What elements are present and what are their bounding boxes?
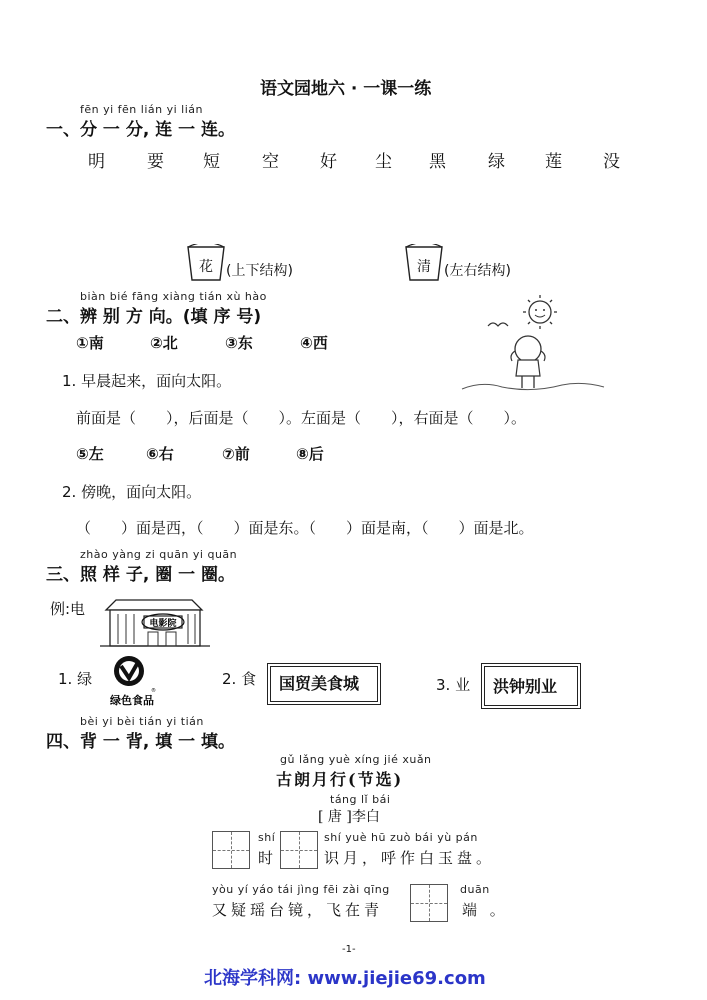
option-south: ①南 <box>76 334 104 352</box>
blank-box-3[interactable] <box>410 884 448 922</box>
option-right: ⑥右 <box>146 445 174 463</box>
option-front: ⑦前 <box>222 445 250 463</box>
line2-text: 又疑瑶台镜，飞在青 <box>212 901 384 919</box>
bucket-char: 花 <box>199 259 213 275</box>
bird-icon <box>488 323 508 326</box>
char-7[interactable]: 黑 <box>429 152 446 172</box>
sun-icon <box>523 295 557 329</box>
bucket-left-right[interactable] <box>404 244 444 282</box>
line1-pinyin-a: shí <box>258 831 276 844</box>
s4-pinyin: bèi yi bèi tián yi tián <box>80 715 204 728</box>
option-left: ⑤左 <box>76 445 104 463</box>
logo-text: 绿色食品 <box>110 694 154 707</box>
blank-box-2[interactable] <box>280 831 318 869</box>
q2-text: 2. 傍晚，面向太阳。 <box>62 483 202 501</box>
char-2[interactable]: 要 <box>147 152 164 172</box>
line1-text: 识月，呼作白玉盘。 <box>324 849 496 867</box>
footer-watermark: 北海学科网: www.jiejie69.com <box>204 968 486 989</box>
girl-figure <box>511 336 545 388</box>
line2-pinyin-a: yòu yí yáo tái jìng fēi zài qīng <box>212 883 390 896</box>
option-east: ③东 <box>225 334 253 352</box>
s1-heading: 一、分 一 分, 连 一 连。 <box>46 120 236 140</box>
s3-heading: 三、照 样 子, 圈 一 圈。 <box>46 565 236 585</box>
grass-ground <box>462 383 604 389</box>
page-title: 语文园地六 · 一课一练 <box>260 79 432 99</box>
example-label: 例:电 <box>50 600 86 618</box>
s2-heading: 二、辨 别 方 向。(填 序 号) <box>46 307 262 327</box>
line1-pinyin-b: shí yuè hū zuò bái yù pán <box>324 831 478 844</box>
poem-title: 古朗月行(节选) <box>276 770 404 789</box>
bucket-char: 清 <box>417 259 431 275</box>
bucket-2-label: (左右结构) <box>444 263 511 279</box>
option-north: ②北 <box>150 334 178 352</box>
option-west: ④西 <box>300 334 328 352</box>
char-5[interactable]: 好 <box>320 152 337 172</box>
line2-end: 端 。 <box>462 901 509 919</box>
svg-text:®: ® <box>151 688 156 694</box>
char-4[interactable]: 空 <box>262 152 279 172</box>
item-3-label: 3. 业 <box>436 676 471 694</box>
q2-fill[interactable]: （ ）面是西，（ ）面是东。（ ）面是南，（ ）面是北。 <box>76 519 534 537</box>
green-food-logo <box>104 654 160 708</box>
char-3[interactable]: 短 <box>203 152 220 172</box>
page-number: -1- <box>342 944 356 955</box>
poem-title-pinyin: gǔ lǎng yuè xíng jié xuǎn <box>280 753 432 766</box>
char-8[interactable]: 绿 <box>488 152 505 172</box>
char-6[interactable]: 尘 <box>375 152 392 172</box>
blank-box-1[interactable] <box>212 831 250 869</box>
food-city-sign[interactable]: 国贸美食城 <box>270 666 378 702</box>
q1-fill[interactable]: 前面是（ ），后面是（ ）。左面是（ ），右面是（ ）。 <box>76 409 527 427</box>
char-1[interactable]: 明 <box>88 152 105 172</box>
item-1-label: 1. 绿 <box>58 670 93 688</box>
bucket-1-label: (上下结构) <box>226 263 293 279</box>
line1-mid-char: 时 <box>258 849 274 867</box>
char-10[interactable]: 没 <box>603 152 620 172</box>
q1-text: 1. 早晨起来，面向太阳。 <box>62 372 232 390</box>
option-back: ⑧后 <box>296 445 324 463</box>
cinema-sign-text: 电影院 <box>149 619 177 629</box>
char-9[interactable]: 莲 <box>545 152 562 172</box>
s3-pinyin: zhào yàng zi quān yi quān <box>80 548 238 561</box>
line2-pinyin-b: duān <box>460 883 490 896</box>
s4-heading: 四、背 一 背, 填 一 填。 <box>46 732 236 752</box>
s1-pinyin: fēn yi fēn lián yi lián <box>80 103 203 116</box>
poem-author: [ 唐 ]李白 <box>318 809 380 825</box>
girl-sun-illustration <box>460 294 606 394</box>
cinema-building-illustration <box>96 586 214 652</box>
author-pinyin: táng lǐ bái <box>330 793 391 806</box>
villa-sign[interactable]: 洪钟别业 <box>484 666 578 706</box>
item-2-label: 2. 食 <box>222 670 257 688</box>
bucket-top-bottom[interactable] <box>186 244 226 282</box>
s2-pinyin: biàn bié fāng xiàng tián xù hào <box>80 290 267 303</box>
